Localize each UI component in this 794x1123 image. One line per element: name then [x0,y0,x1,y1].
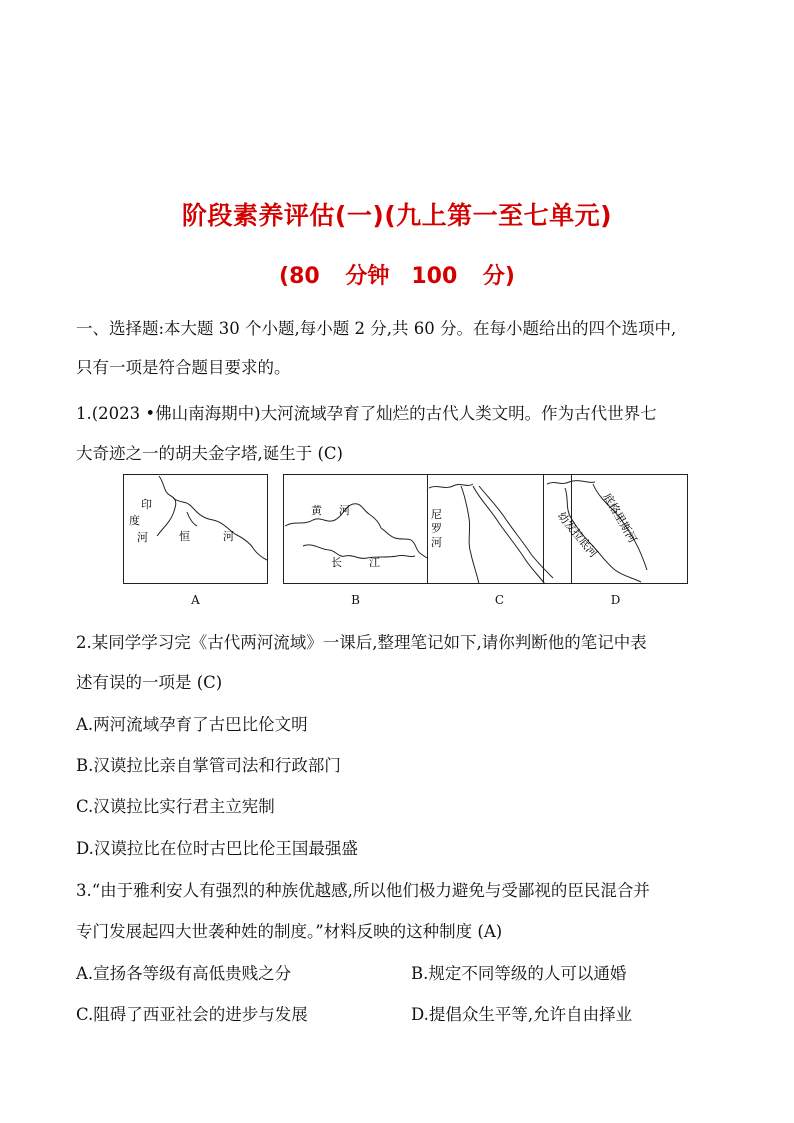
map-b-river-char: 江 [369,556,380,569]
map-a-river-char: 河 [137,531,148,544]
q2-option-b: B.汉谟拉比亲自掌管司法和行政部门 [76,756,341,775]
map-c-river-char: 罗 [431,522,442,535]
map-b-river-char: 河 [339,504,350,517]
map-c-river-char: 河 [431,536,442,549]
q3-option-a: A.宣扬各等级有高低贵贱之分 [76,964,292,983]
q3-option-b: B.规定不同等级的人可以通婚 [411,964,627,983]
map-a-label: A [191,593,200,607]
map-d-label: D [610,593,621,607]
q3-stem-line-2: 专门发展起四大世袭种姓的制度。”材料反映的这种制度 (A) [76,922,503,941]
q2-option-a: A.两河流域孕育了古巴比伦文明 [76,715,308,734]
map-a-river-char: 印 [141,498,152,511]
map-d-tigris-label: 底格里斯河 [600,491,640,546]
page-title: 阶段素养评估(一)(九上第一至七单元) [181,201,613,230]
q1-stem-line-2: 大奇迹之一的胡夫金字塔,诞生于 (C) [76,444,343,463]
map-b-river-char: 长 [331,556,342,569]
page-subtitle: (80 分钟 100 分) [279,264,515,289]
map-b-label: B [351,593,360,607]
map-b-yellow-yangtze [283,474,428,584]
q2-option-c: C.汉谟拉比实行君主立宪制 [76,797,275,816]
q3-stem-line-1: 3.“由于雅利安人有强烈的种族优越感,所以他们极力避免与受鄙视的臣民混合并 [76,881,650,900]
map-c-river-char: 尼 [431,508,442,521]
section-intro-line-2: 只有一项是符合题目要求的。 [76,358,291,377]
q2-stem-line-1: 2.某同学学习完《古代两河流域》一课后,整理笔记如下,请你判断他的笔记中表 [76,633,647,652]
map-a-indus-ganges [123,474,268,584]
map-a-river-char: 恒 [179,530,190,543]
q3-option-c: C.阻碍了西亚社会的进步与发展 [76,1005,308,1024]
q2-option-d: D.汉谟拉比在位时古巴比伦王国最强盛 [76,839,358,858]
map-d-euphrates-label: 幼发拉底河 [554,509,601,561]
map-a-river-char: 度 [129,514,140,527]
map-b-river-char: 黄 [311,504,322,517]
q1-stem-line-1: 1.(2023 •佛山南海期中)大河流域孕育了灿烂的古代人类文明。作为古代世界七 [76,404,657,423]
section-intro-line-1: 一、选择题:本大题 30 个小题,每小题 2 分,共 60 分。在每小题给出的四个选项中, [76,319,677,338]
map-a-river-char: 河 [223,530,234,543]
map-c-label: C [494,593,505,607]
q3-option-d: D.提倡众生平等,允许自由择业 [411,1005,633,1024]
map-d-tigris-euphrates [543,474,688,584]
q2-stem-line-2: 述有误的一项是 (C) [76,673,223,692]
